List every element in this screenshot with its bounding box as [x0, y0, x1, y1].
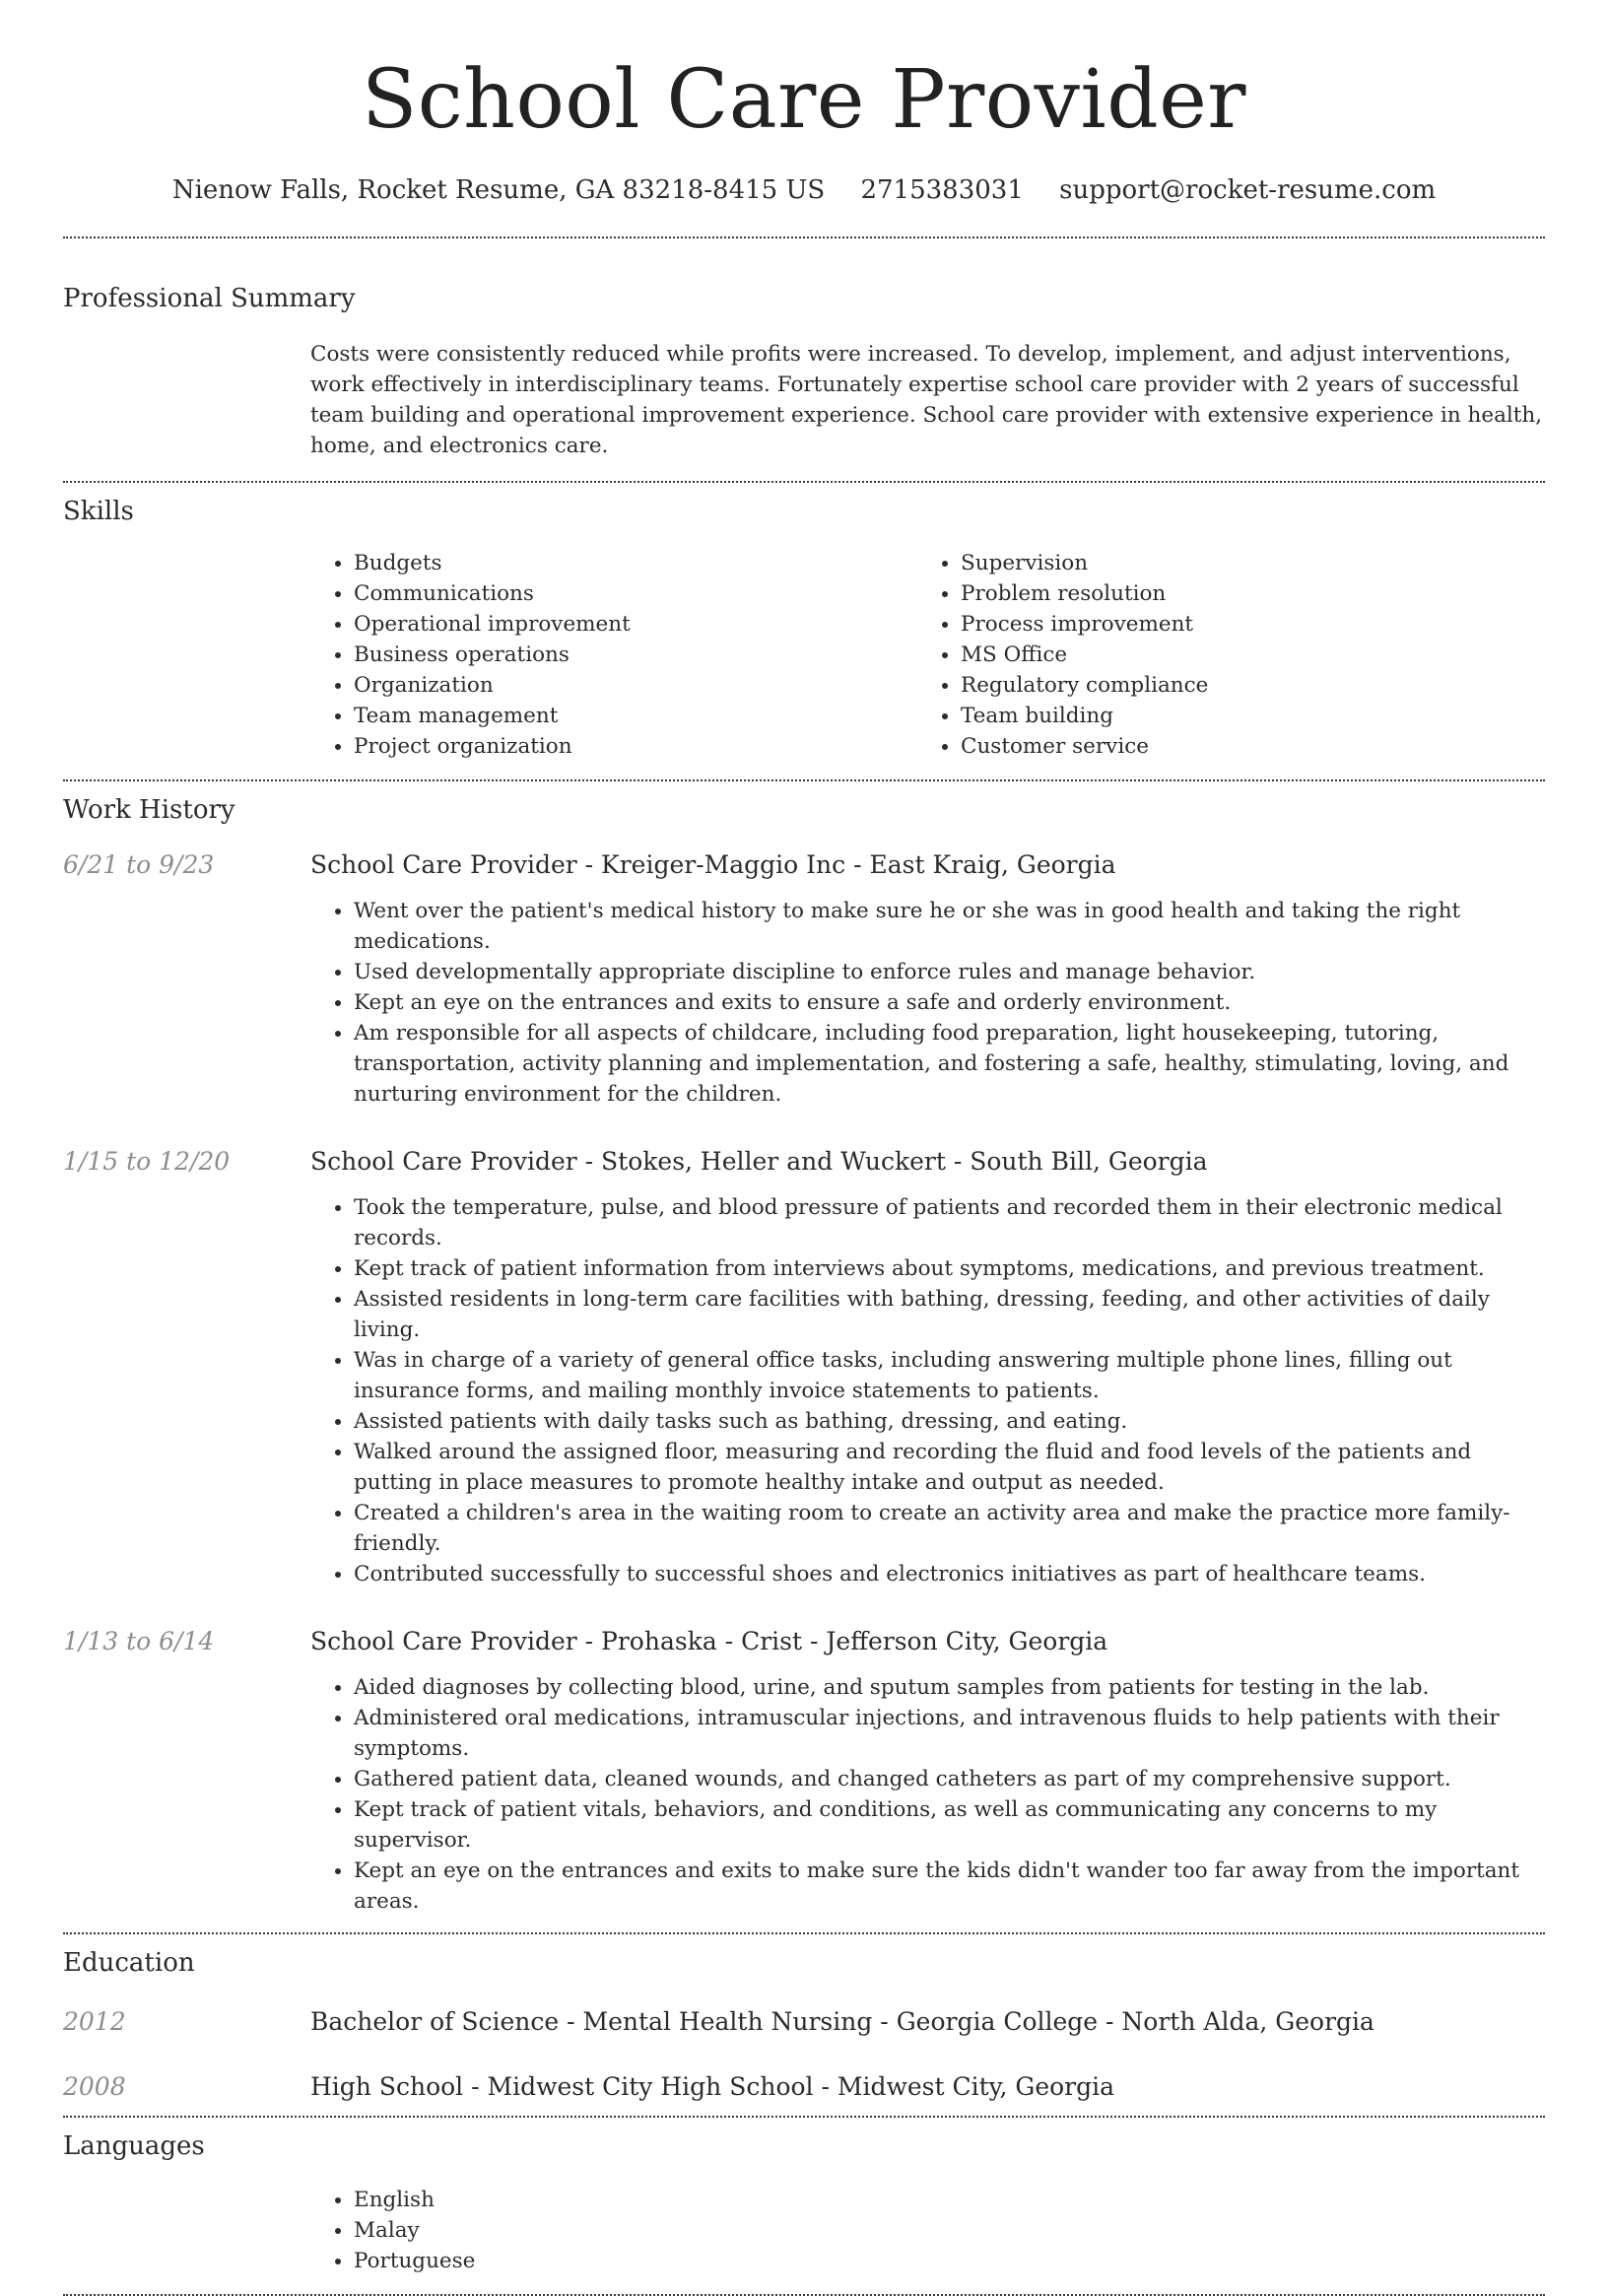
- job-entry: [63, 1625, 1545, 1917]
- skill-item: • MS Office: [961, 640, 1524, 670]
- skills-section: [63, 483, 1545, 779]
- skill-item: • Operational improvement: [354, 609, 917, 640]
- job-bullet: • Gathered patient data, cleaned wounds, and changed catheters as part of my comprehensive support.: [354, 1764, 1545, 1794]
- education-title: Education: [63, 1948, 195, 1978]
- job-bullet: • Administered oral medications, intramuscular injections, and intravenous fluids to help patients with their symptoms.: [354, 1703, 1545, 1764]
- education-section: [63, 1934, 1545, 2116]
- job-bullet: • Walked around the assigned floor, measuring and recording the fluid and food levels of the patients and putting in place measures to promote healthy intake and output as needed.: [354, 1437, 1545, 1498]
- job-bullet: • Used developmentally appropriate discipline to enforce rules and manage behavior.: [354, 957, 1545, 987]
- summary-text: Costs were consistently reduced while profits were increased. To develop, implement, and adjust interventions, work effectively in interdisciplinary teams. Fortunately expertise school care provider with 2 years of successful team building and operational improvement experience. School care provider with extensive experience in health, home, and electronics care.: [310, 342, 1543, 458]
- skill-item: • Business operations: [354, 640, 917, 670]
- job-heading: School Care Provider - Stokes, Heller and Wuckert - South Bill, Georgia: [310, 1147, 1208, 1176]
- skill-item: • Team building: [961, 701, 1524, 731]
- skill-item: • Team management: [354, 701, 917, 731]
- contact-line: [63, 173, 1545, 207]
- job-dates: 1/15 to 12/20: [63, 1147, 231, 1176]
- job-bullet: • Assisted patients with daily tasks such as bathing, dressing, and eating.: [354, 1406, 1545, 1437]
- job-heading: School Care Provider - Prohaska - Crist - Jefferson City, Georgia: [310, 1627, 1108, 1655]
- candidate-name: School Care Provider: [362, 53, 1246, 147]
- skills-grid: [310, 548, 1545, 762]
- job-entry: [63, 1145, 1545, 1589]
- resume-header: [63, 0, 1545, 207]
- job-dates: 1/13 to 6/14: [63, 1627, 215, 1655]
- language-item: • English: [354, 2185, 1545, 2215]
- education-entry: [63, 2070, 1545, 2104]
- skill-item: • Problem resolution: [961, 578, 1524, 609]
- job-bullet: • Kept an eye on the entrances and exits to make sure the kids didn't wander too far away from the important areas.: [354, 1856, 1545, 1917]
- education-entry: [63, 2005, 1545, 2039]
- job-bullet: • Kept track of patient vitals, behaviors, and conditions, as well as communicating any concerns to my supervisor.: [354, 1794, 1545, 1856]
- skill-item: • Budgets: [354, 548, 917, 578]
- contact-email: support@rocket-resume.com: [1059, 175, 1437, 205]
- summary-title: Professional Summary: [63, 284, 356, 313]
- skill-item: • Organization: [354, 670, 917, 701]
- job-bullet: • Was in charge of a variety of general office tasks, including answering multiple phone lines, filling out insurance forms, and mailing monthly invoice statements to patients.: [354, 1345, 1545, 1406]
- job-bullet: • Took the temperature, pulse, and blood pressure of patients and recorded them in their electronic medical records.: [354, 1192, 1545, 1253]
- language-item: • Malay: [354, 2215, 1545, 2246]
- skills-column-right: [917, 548, 1524, 762]
- skills-title: Skills: [63, 497, 134, 526]
- work-history-section: [63, 781, 1545, 1932]
- contact-address: Nienow Falls, Rocket Resume, GA 83218-8415 US: [171, 175, 826, 205]
- job-bullet: • Went over the patient's medical history to make sure he or she was in good health and taking the right medications.: [354, 896, 1545, 957]
- job-dates: 6/21 to 9/23: [63, 850, 215, 879]
- job-bullet: • Assisted residents in long-term care facilities with bathing, dressing, feeding, and other activities of daily living.: [354, 1284, 1545, 1345]
- skill-item: • Customer service: [961, 731, 1524, 762]
- skill-item: • Regulatory compliance: [961, 670, 1524, 701]
- job-heading: School Care Provider - Kreiger-Maggio Inc - East Kraig, Georgia: [310, 850, 1116, 879]
- skill-item: • Process improvement: [961, 609, 1524, 640]
- summary-section: [63, 238, 1545, 481]
- work-history-title: Work History: [63, 795, 235, 825]
- job-bullet: • Am responsible for all aspects of childcare, including food preparation, light housekeeping, tutoring, transportation, activity planning and implementation, and fostering a safe, healthy, stimulating, loving, and nurturing environment for the children.: [354, 1018, 1545, 1110]
- education-heading: Bachelor of Science - Mental Health Nursing - Georgia College - North Alda, Georgia: [310, 2007, 1374, 2036]
- job-bullet: • Kept track of patient information from interviews about symptoms, medications, and previous treatment.: [354, 1253, 1545, 1284]
- job-bullet: • Contributed successfully to successful shoes and electronics initiatives as part of healthcare teams.: [354, 1559, 1545, 1589]
- job-bullet: • Created a children's area in the waiting room to create an activity area and make the practice more family-friendly.: [354, 1498, 1545, 1559]
- language-item: • Portuguese: [354, 2246, 1545, 2276]
- contact-phone: 2715383031: [860, 175, 1024, 205]
- languages-list: [310, 2185, 1545, 2276]
- skill-item: • Project organization: [354, 731, 917, 762]
- skills-column-left: [310, 548, 917, 762]
- job-bullet: • Kept an eye on the entrances and exits to ensure a safe and orderly environment.: [354, 987, 1545, 1018]
- education-heading: High School - Midwest City High School - Midwest City, Georgia: [310, 2072, 1115, 2101]
- skill-item: • Communications: [354, 578, 917, 609]
- languages-title: Languages: [63, 2131, 205, 2161]
- languages-section: [63, 2118, 1545, 2294]
- job-bullet: • Aided diagnoses by collecting blood, urine, and sputum samples from patients for testing in the lab.: [354, 1672, 1545, 1703]
- education-year: 2012: [63, 2007, 126, 2036]
- skill-item: • Supervision: [961, 548, 1524, 578]
- job-entry: [63, 848, 1545, 1110]
- education-year: 2008: [63, 2072, 126, 2101]
